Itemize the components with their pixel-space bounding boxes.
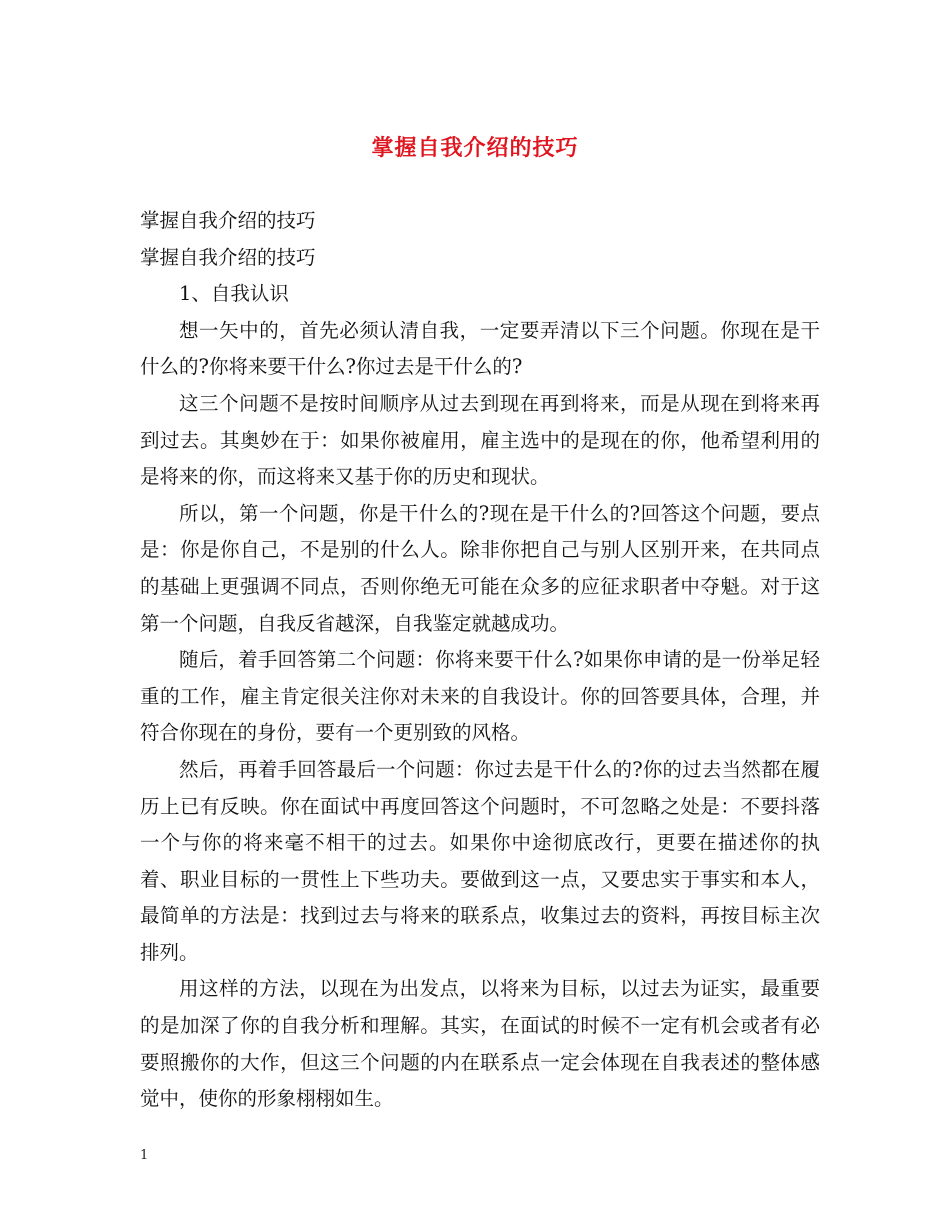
paragraph-3: 所以，第一个问题，你是干什么的?现在是干什么的?回答这个问题，要点是：你是你自己，不是别的什么人。除非你把自己与别人区别开来，在共同点的基础上更强调不同点，否则你绝无可能在众多的应征求职者中夺魁。对于这第一个问题，自我反省越深，自我鉴定就越成功。 [140,501,820,635]
section-heading: 1、自我认识 [179,282,289,306]
document-body [140,203,820,1118]
paragraph-2: 这三个问题不是按时间顺序从过去到现在再到将来，而是从现在到将来再到过去。其奥妙在于：如果你被雇用，雇主选中的是现在的你，他希望利用的是将来的你，而这将来又基于你的历史和现状。 [140,391,820,489]
paragraph-6: 用这样的方法，以现在为出发点，以将来为目标，以过去为证实，最重要的是加深了你的自我分析和理解。其实，在面试的时候不一定有机会或者有必要照搬你的大作，但这三个问题的内在联系点一定会体现在自我表述的整体感觉中，使你的形象栩栩如生。 [140,977,820,1111]
heading-line-2: 掌握自我介绍的技巧 [140,245,316,269]
paragraph-1: 想一矢中的，首先必须认清自我，一定要弄清以下三个问题。你现在是干什么的?你将来要干什么?你过去是干什么的? [140,318,820,379]
paragraph-5: 然后，再着手回答最后一个问题：你过去是干什么的?你的过去当然都在履历上已有反映。你在面试中再度回答这个问题时，不可忽略之处是：不要抖落一个与你的将来毫不相干的过去。如果你中途彻底改行，更要在描述你的执着、职业目标的一贯性上下些功夫。要做到这一点，又要忠实于事实和本人，最简单的方法是：找到过去与将来的联系点，收集过去的资料，再按目标主次排列。 [140,757,820,964]
document-title: 掌握自我介绍的技巧 [371,135,579,161]
page-number: 1 [140,1148,149,1163]
heading-line-1: 掌握自我介绍的技巧 [140,209,316,232]
paragraph-4: 随后，着手回答第二个问题：你将来要干什么?如果你申请的是一份举足轻重的工作，雇主肯定很关注你对未来的自我设计。你的回答要具体，合理，并符合你现在的身份，要有一个更别致的风格。 [140,648,820,745]
